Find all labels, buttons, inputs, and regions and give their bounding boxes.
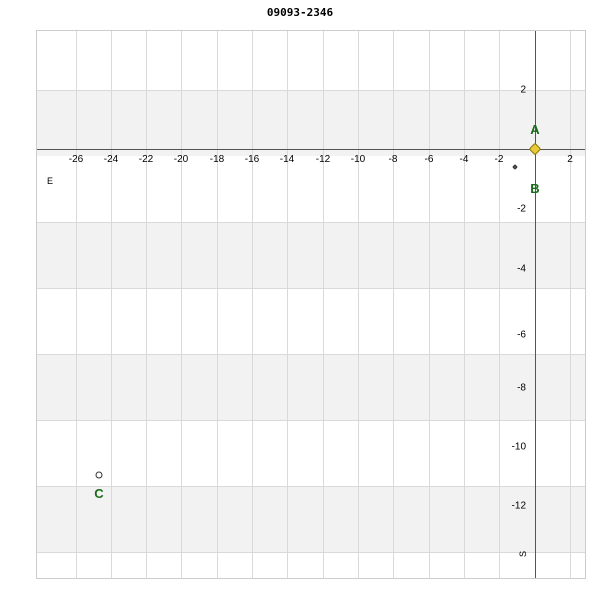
data-point-c[interactable] (96, 472, 103, 479)
gridline-vertical (429, 31, 430, 578)
shading-band (37, 354, 585, 420)
edge-label-east: E (47, 176, 54, 186)
gridline-horizontal (37, 90, 585, 91)
chart-title: 09093-2346 (266, 6, 334, 19)
y-axis (535, 31, 536, 578)
edge-label-south: S (518, 550, 528, 558)
data-point-label-c: C (94, 486, 104, 501)
y-tick-label: -12 (511, 500, 526, 512)
gridline-vertical (76, 31, 77, 578)
x-tick-label: -4 (459, 154, 469, 165)
x-axis (37, 149, 585, 150)
gridline-vertical (570, 31, 571, 578)
gridline-vertical (146, 31, 147, 578)
x-tick-label: -12 (315, 154, 331, 165)
gridline-horizontal (37, 486, 585, 487)
x-tick-label: -24 (103, 154, 119, 165)
data-point-label-a: A (530, 122, 540, 137)
x-tick-label: -20 (173, 154, 189, 165)
y-tick-label: -8 (517, 382, 526, 394)
shading-band (37, 222, 585, 288)
y-tick-label: -10 (511, 441, 526, 453)
gridline-vertical (181, 31, 182, 578)
x-tick-label: -26 (68, 154, 84, 165)
plot-area (36, 30, 586, 579)
data-point-label-b: B (530, 181, 540, 196)
x-tick-label: 2 (567, 154, 573, 165)
shading-band (37, 486, 585, 552)
x-tick-label: -10 (350, 154, 366, 165)
gridline-vertical (252, 31, 253, 578)
x-tick-label: -14 (279, 154, 295, 165)
x-tick-label: -2 (494, 154, 504, 165)
gridline-vertical (358, 31, 359, 578)
gridline-horizontal (37, 552, 585, 553)
gridline-horizontal (37, 354, 585, 355)
y-tick-label: -2 (517, 203, 526, 215)
gridline-horizontal (37, 420, 585, 421)
x-tick-label: -8 (388, 154, 398, 165)
gridline-vertical (499, 31, 500, 578)
x-tick-label: -16 (244, 154, 260, 165)
y-tick-label: -4 (517, 263, 526, 275)
y-tick-label: -6 (517, 329, 526, 341)
x-tick-label: -6 (424, 154, 434, 165)
x-tick-label: -22 (138, 154, 154, 165)
gridline-vertical (217, 31, 218, 578)
shading-band (37, 90, 585, 156)
x-tick-label: -18 (209, 154, 225, 165)
gridline-vertical (464, 31, 465, 578)
data-point-b[interactable] (512, 164, 518, 170)
gridline-vertical (111, 31, 112, 578)
gridline-vertical (323, 31, 324, 578)
gridline-horizontal (37, 222, 585, 223)
gridline-vertical (287, 31, 288, 578)
y-tick-label: 2 (520, 84, 526, 96)
gridline-horizontal (37, 288, 585, 289)
gridline-vertical (393, 31, 394, 578)
